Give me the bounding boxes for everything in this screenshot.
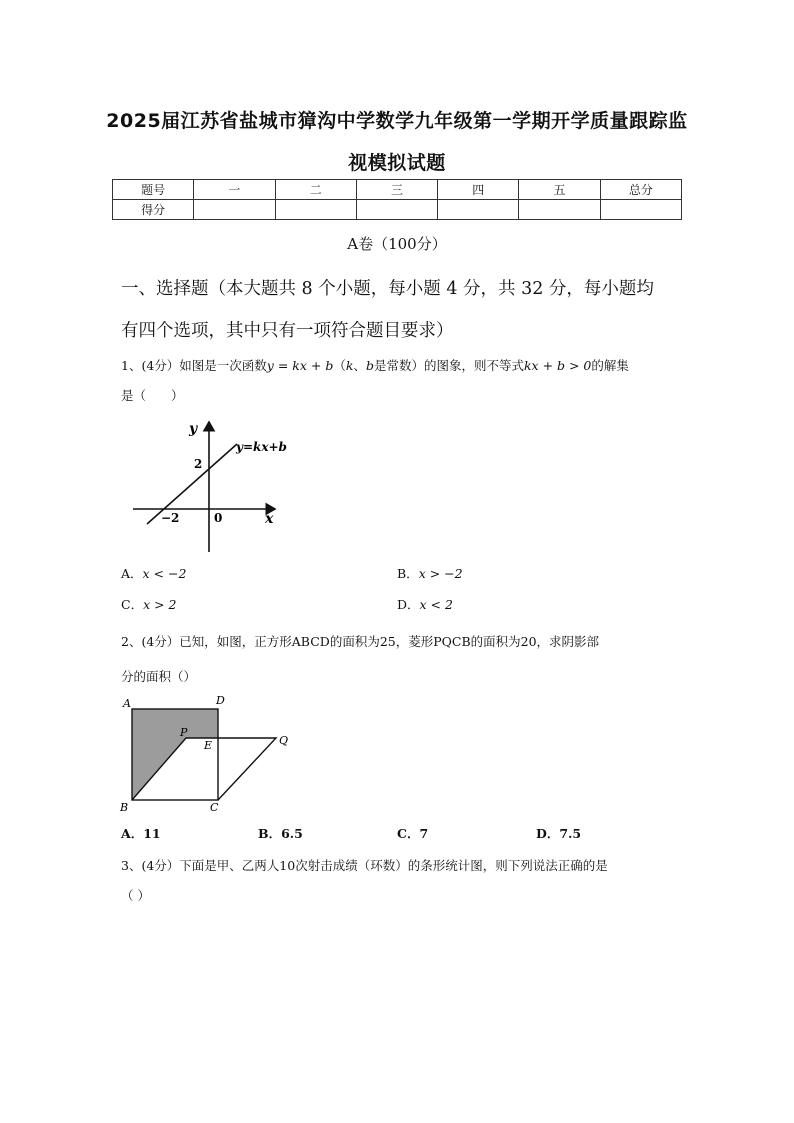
q1-inequality-expr: kx + b > 0 — [523, 358, 592, 373]
q1-stem-text: （ — [333, 358, 346, 373]
origin-label: 0 — [214, 511, 223, 525]
x-axis-label: x — [265, 511, 274, 527]
document-title-line-1: 2025届江苏省盐城市獐沟中学数学九年级第一学期开学质量跟踪监 — [106, 110, 688, 132]
score-cell[interactable] — [438, 200, 519, 220]
score-table-header-row — [113, 180, 682, 200]
option-label: D． — [536, 826, 560, 841]
q1-option-a[interactable] — [121, 564, 186, 582]
q1-stem-text: 的解集 — [591, 358, 629, 373]
score-table-header-cell: 题号 — [113, 180, 194, 200]
score-table-header-cell: 二 — [275, 180, 356, 200]
score-cell[interactable] — [194, 200, 275, 220]
option-label: B． — [258, 826, 282, 841]
q1-option-d[interactable] — [397, 595, 453, 613]
q1-stem-text: 是常数）的图象，则不等式 — [373, 358, 524, 373]
option-label: A． — [121, 566, 143, 581]
score-table-header-cell: 三 — [356, 180, 437, 200]
option-text: 6.5 — [281, 826, 303, 841]
label-a: A — [123, 697, 131, 710]
question-3-stem-line-2: （ ） — [121, 888, 150, 903]
q2-option-a[interactable] — [121, 824, 161, 842]
document-title-line-2: 视模拟试题 — [348, 152, 446, 174]
section-heading-line-2: 有四个选项，其中只有一项符合题目要求） — [121, 321, 454, 341]
option-text: x > 2 — [143, 597, 177, 612]
question-1-stem — [121, 356, 629, 374]
option-label: C． — [121, 597, 144, 612]
option-label: A． — [121, 826, 144, 841]
option-text: 7.5 — [559, 826, 582, 841]
question-2-stem-line-2: 分的面积（） — [121, 669, 197, 684]
q1-function-graph — [125, 412, 295, 557]
label-q: Q — [279, 734, 289, 747]
q2-option-b[interactable] — [258, 824, 303, 842]
question-1-stem-line-2: 是（ ） — [121, 388, 184, 403]
option-text: x < 2 — [419, 597, 453, 612]
option-text: 7 — [419, 826, 429, 841]
section-heading-line-1: 一、选择题（本大题共 8 个小题，每小题 4 分，共 32 分，每小题均 — [121, 279, 654, 299]
q1-option-b[interactable] — [397, 564, 463, 582]
label-d: D — [216, 694, 225, 707]
option-text: x > −2 — [418, 566, 463, 581]
q2-option-c[interactable] — [397, 824, 428, 842]
label-p: P — [180, 726, 188, 739]
q2-option-d[interactable] — [536, 824, 581, 842]
score-table-score-row — [113, 200, 682, 220]
score-row-label: 得分 — [113, 200, 194, 220]
score-cell[interactable] — [600, 200, 681, 220]
label-c: C — [210, 801, 219, 814]
q1-stem-text: 1、(4分）如图是一次函数 — [121, 358, 267, 373]
x-intercept-label: −2 — [161, 511, 180, 525]
option-text: x < −2 — [142, 566, 187, 581]
q1-function-expr: y = kx + b — [266, 358, 334, 373]
option-label: B． — [397, 566, 419, 581]
volume-title: A卷（100分） — [347, 235, 447, 253]
option-label: D． — [397, 597, 420, 612]
score-table-header-cell: 一 — [194, 180, 275, 200]
question-3-stem: 3、(4分）下面是甲、乙两人10次射击成绩（环数）的条形统计图，则下列说法正确的是 — [121, 858, 608, 873]
question-2-stem: 2、(4分）已知，如图，正方形ABCD的面积为25，菱形PQCB的面积为20，求阴影部 — [121, 634, 600, 649]
score-cell[interactable] — [275, 200, 356, 220]
label-e: E — [204, 739, 213, 752]
option-text: 11 — [143, 826, 161, 841]
y-axis-label: y — [189, 421, 198, 437]
q1-var-b: b — [365, 358, 374, 373]
score-cell[interactable] — [356, 200, 437, 220]
q1-stem-text: 、 — [353, 358, 366, 373]
q1-var-k: k — [345, 358, 354, 373]
label-b: B — [120, 801, 129, 814]
q2-geometry-figure — [118, 692, 298, 820]
score-cell[interactable] — [519, 200, 600, 220]
score-table — [112, 179, 682, 220]
score-table-header-cell: 四 — [438, 180, 519, 200]
q1-option-c[interactable] — [121, 595, 177, 613]
function-line-label: y=kx+b — [236, 440, 287, 454]
score-table-header-cell: 总分 — [600, 180, 681, 200]
shaded-region — [132, 709, 218, 800]
score-table-header-cell: 五 — [519, 180, 600, 200]
option-label: C． — [397, 826, 420, 841]
y-intercept-label: 2 — [194, 457, 203, 471]
